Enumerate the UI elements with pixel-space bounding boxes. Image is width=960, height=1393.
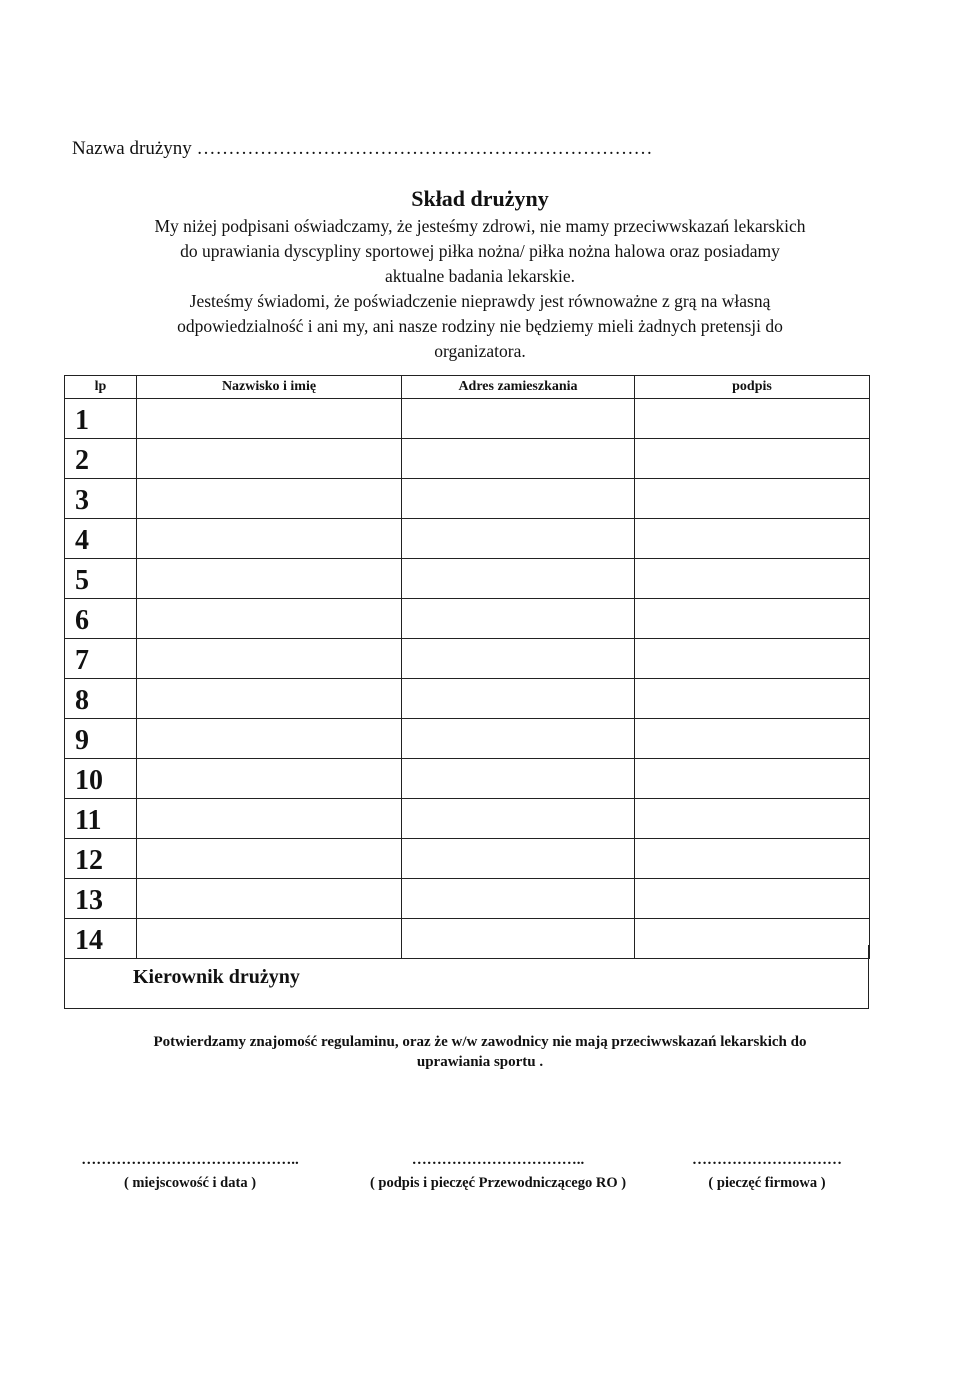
row-number: 6 <box>65 599 137 639</box>
table-row <box>65 599 870 639</box>
signature-cell[interactable] <box>635 839 870 879</box>
roster-body <box>65 399 870 959</box>
signature-cell[interactable] <box>635 439 870 479</box>
signature-cell[interactable] <box>635 799 870 839</box>
address-cell[interactable] <box>402 479 635 519</box>
name-cell[interactable] <box>137 879 402 919</box>
address-cell[interactable] <box>402 439 635 479</box>
signature-cell[interactable] <box>635 399 870 439</box>
signature-caption: ( pieczęć firmowa ) <box>708 1175 826 1191</box>
signature-dots: …………………………………….. <box>81 1152 299 1168</box>
table-row <box>65 519 870 559</box>
row-number: 4 <box>65 519 137 559</box>
row-number: 12 <box>65 839 137 879</box>
row-number: 2 <box>65 439 137 479</box>
signature-cell[interactable] <box>635 719 870 759</box>
row-number: 14 <box>65 919 137 959</box>
address-cell[interactable] <box>402 679 635 719</box>
table-row <box>65 399 870 439</box>
header-name: Nazwisko i imię <box>137 376 402 399</box>
address-cell[interactable] <box>402 519 635 559</box>
place-date-signature[interactable] <box>70 1152 310 1192</box>
signature-caption: ( miejscowość i data ) <box>123 1175 257 1191</box>
address-cell[interactable] <box>402 879 635 919</box>
signature-cell[interactable] <box>635 879 870 919</box>
signature-cell[interactable] <box>635 759 870 799</box>
address-cell[interactable] <box>402 559 635 599</box>
declaration-line: organizatora. <box>434 341 526 361</box>
signature-cell[interactable] <box>635 679 870 719</box>
table-row <box>65 559 870 599</box>
row-number: 10 <box>65 759 137 799</box>
row-number: 8 <box>65 679 137 719</box>
name-cell[interactable] <box>137 439 402 479</box>
regulations-confirmation <box>72 1032 888 1072</box>
table-row <box>65 719 870 759</box>
name-cell[interactable] <box>137 759 402 799</box>
address-cell[interactable] <box>402 399 635 439</box>
page-title: Skład drużyny <box>411 186 549 211</box>
declaration-line: aktualne badania lekarskie. <box>385 266 575 286</box>
row-number: 9 <box>65 719 137 759</box>
table-row <box>65 439 870 479</box>
name-cell[interactable] <box>137 719 402 759</box>
address-cell[interactable] <box>402 719 635 759</box>
table-row <box>65 639 870 679</box>
team-leader-label: Kierownik drużyny <box>133 966 300 988</box>
signature-caption: ( podpis i pieczęć Przewodniczącego RO ) <box>369 1175 627 1191</box>
table-header-row <box>65 376 870 399</box>
header-lp: lp <box>65 376 137 399</box>
declaration-line: odpowiedzialność i ani my, ani nasze rodziny nie będziemy mieli żadnych pretensji do <box>177 316 783 336</box>
name-cell[interactable] <box>137 399 402 439</box>
signature-cell[interactable] <box>635 479 870 519</box>
signature-cell[interactable] <box>635 559 870 599</box>
signature-cell[interactable] <box>635 599 870 639</box>
name-cell[interactable] <box>137 679 402 719</box>
signature-dots: ………………………… <box>692 1152 842 1168</box>
row-number: 7 <box>65 639 137 679</box>
team-roster-table <box>64 375 870 959</box>
address-cell[interactable] <box>402 759 635 799</box>
health-declaration <box>72 214 888 364</box>
signature-dots: …………………………….. <box>411 1152 585 1168</box>
row-number: 13 <box>65 879 137 919</box>
header-address: Adres zamieszkania <box>402 376 635 399</box>
team-name-field[interactable]: Nazwa drużyny ……………………………………………………………… <box>72 138 653 159</box>
name-cell[interactable] <box>137 639 402 679</box>
signature-cell[interactable] <box>635 519 870 559</box>
declaration-line: My niżej podpisani oświadczamy, że jesteśmy zdrowi, nie mamy przeciwwskazań lekarskich <box>154 216 806 236</box>
name-cell[interactable] <box>137 799 402 839</box>
signature-cell[interactable] <box>635 639 870 679</box>
name-cell[interactable] <box>137 479 402 519</box>
declaration-line: Jesteśmy świadomi, że poświadczenie nieprawdy jest równoważne z grą na własną <box>189 291 771 311</box>
row-number: 11 <box>65 799 137 839</box>
address-cell[interactable] <box>402 799 635 839</box>
name-cell[interactable] <box>137 599 402 639</box>
table-row <box>65 759 870 799</box>
table-row <box>65 479 870 519</box>
table-row <box>65 839 870 879</box>
confirmation-line: Potwierdzamy znajomość regulaminu, oraz że w/w zawodnicy nie mają przeciwwskazań lekarskich do <box>153 1034 807 1050</box>
name-cell[interactable] <box>137 559 402 599</box>
address-cell[interactable] <box>402 839 635 879</box>
address-cell[interactable] <box>402 599 635 639</box>
confirmation-line: uprawiania sportu . <box>416 1054 544 1070</box>
name-cell[interactable] <box>137 519 402 559</box>
name-cell[interactable] <box>137 839 402 879</box>
company-stamp[interactable] <box>682 1152 852 1192</box>
chairman-signature[interactable] <box>338 1152 658 1192</box>
table-row <box>65 679 870 719</box>
address-cell[interactable] <box>402 639 635 679</box>
header-signature: podpis <box>635 376 870 399</box>
row-number: 1 <box>65 399 137 439</box>
row-number: 5 <box>65 559 137 599</box>
table-row <box>65 879 870 919</box>
declaration-line: do uprawiania dyscypliny sportowej piłka nożna/ piłka nożna halowa oraz posiadamy <box>180 241 780 261</box>
row-number: 3 <box>65 479 137 519</box>
table-row <box>65 799 870 839</box>
